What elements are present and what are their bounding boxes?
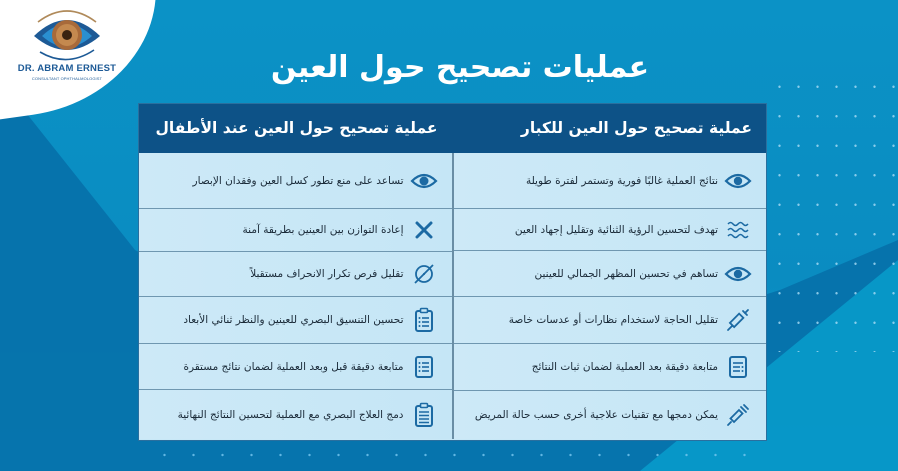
decorative-dots-bottom	[150, 446, 770, 471]
cell-text: يمكن دمجها مع تقنيات علاجية أخرى حسب حالة المريض	[474, 409, 718, 421]
clipboard-icon	[410, 307, 438, 333]
table-header	[139, 104, 766, 153]
table-body	[139, 153, 766, 439]
page-title: عمليات تصحيح حول العين	[270, 50, 650, 85]
waves-icon	[724, 217, 752, 243]
decorative-dots-right	[770, 72, 898, 352]
cell-text: متابعة دقيقة قبل وبعد العملية لضمان نتائج مستقرة	[183, 360, 404, 373]
clipboard-lines-icon	[410, 402, 438, 428]
table-cell	[139, 209, 452, 252]
header-adults: عملية تصحيح حول العين للكبار	[520, 119, 752, 137]
table-cell	[454, 391, 767, 439]
eye-icon	[410, 168, 438, 194]
table-cell	[139, 297, 452, 344]
logo-name: DR. ABRAM ERNEST	[17, 63, 117, 74]
eye-logo-icon	[30, 6, 104, 62]
logo-subtitle: CONSULTANT OPHTHALMOLOGIST	[31, 76, 103, 81]
injection-icon	[724, 402, 752, 428]
table-cell	[139, 344, 452, 390]
cell-text: تساهم في تحسين المظهر الجمالي للعينين	[534, 267, 718, 280]
comparison-table	[138, 103, 767, 441]
eye-icon	[724, 261, 752, 287]
checklist-icon	[724, 354, 752, 380]
table-cell	[454, 251, 767, 297]
header-children: عملية تصحيح حول العين عند الأطفال	[155, 119, 438, 137]
cell-text: تحسين التنسيق البصري للعينين والنظر ثنائي الأبعاد	[183, 314, 404, 326]
cell-text: تقليل فرص تكرار الانحراف مستقبلاً	[250, 268, 404, 280]
table-cell	[139, 390, 452, 439]
table-cell	[139, 252, 452, 297]
column-children	[139, 153, 452, 439]
cell-text: نتائج العملية غالبًا فورية وتستمر لفترة طويلة	[525, 174, 718, 187]
eye-icon	[724, 168, 752, 194]
checklist-icon	[410, 354, 438, 380]
close-x-icon	[410, 217, 438, 243]
logo	[12, 6, 122, 96]
cell-text: دمج العلاج البصري مع العملية لتحسين النتائج النهائية	[177, 408, 404, 421]
cell-text: تقليل الحاجة لاستخدام نظارات أو عدسات خاصة	[508, 314, 718, 326]
cell-text: متابعة دقيقة بعد العملية لضمان ثبات النتائج	[531, 361, 718, 373]
table-cell	[454, 297, 767, 344]
cell-text: إعادة التوازن بين العينين بطريقة آمنة	[242, 224, 404, 236]
table-cell	[139, 153, 452, 209]
no-symbol-icon	[410, 261, 438, 287]
table-cell	[454, 153, 767, 209]
table-cell	[454, 209, 767, 251]
column-adults	[452, 153, 767, 439]
table-cell	[454, 344, 767, 391]
cell-text: تساعد على منع تطور كسل العين وفقدان الإبصار	[192, 174, 404, 187]
syringe-icon	[724, 307, 752, 333]
cell-text: تهدف لتحسين الرؤية الثنائية وتقليل إجهاد العين	[514, 223, 718, 236]
